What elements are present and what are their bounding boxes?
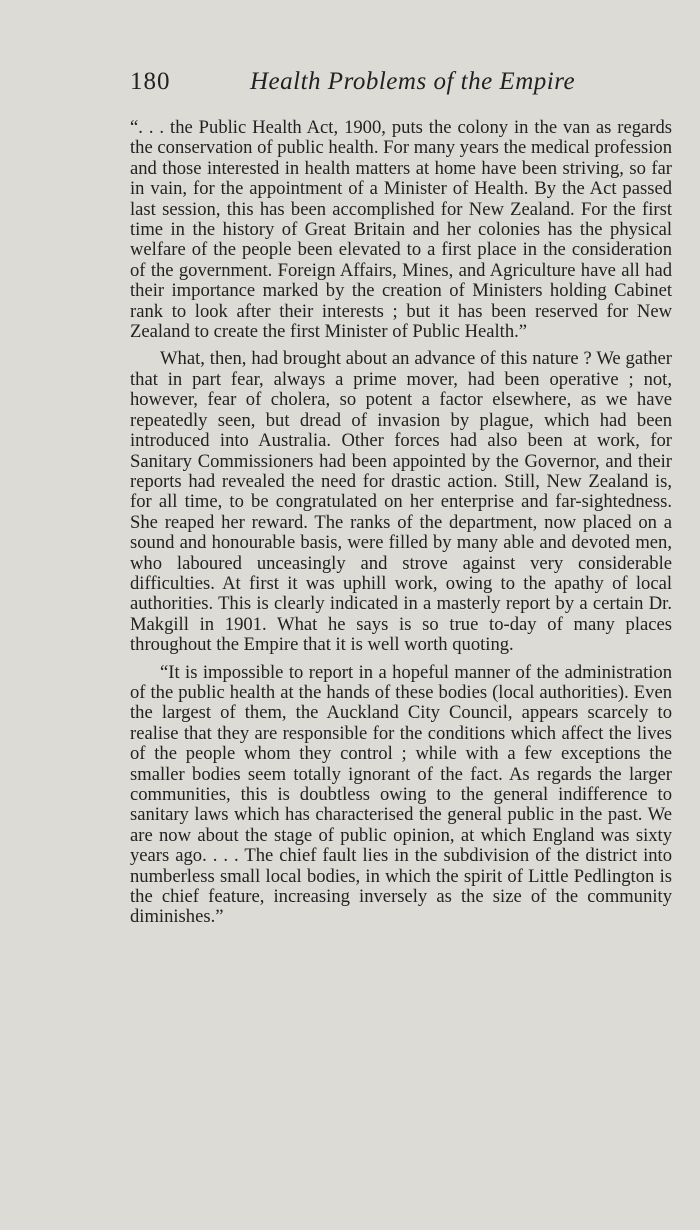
- paragraph-advance-of-nature: What, then, had brought about an advance of this nature ? We gather that in part fear, always a prime mover, had been operative ; not, however, fear of cholera, so potent a factor elsewhere, as we have repeatedly seen, but dread of invasion by plague, which had been introduced into Australia. Other forces had also been at work, for Sanitary Commissioners had been appointed by the Governor, and their reports had revealed the need for drastic action. Still, New Zealand is, for all time, to be congratulated on her enterprise and far-sightedness. She reaped her reward. The ranks of the department, now placed on a sound and honourable basis, were filled by many able and devoted men, who laboured unceasingly and strove against very considerable difficulties. At first it was uphill work, owing to the apathy of local authorities. This is clearly indicated in a masterly report by a certain Dr. Makgill in 1901. What he says is so true to-day of many places throughout the Empire that it is well worth quoting.: [130, 348, 672, 656]
- page-number: 180: [130, 68, 171, 95]
- body-text: [130, 118, 672, 928]
- running-head: Health Problems of the Empire: [250, 68, 576, 95]
- page-header: [130, 68, 672, 118]
- paragraph-quote-public-health-act: “. . . the Public Health Act, 1900, puts the colony in the van as regards the conservation of public health. For many years the medical profession and those interested in health matters at home have been striving, so far in vain, for the appointment of a Minister of Health. By the Act passed last session, this has been accomplished for New Zealand. For the first time in the history of Great Britain and her colonies has the physical welfare of the people been elevated to a first place in the consideration of the government. Foreign Affairs, Mines, and Agriculture have all had their importance marked by the creation of Ministers holding Cabinet rank to look after their interests ; but it has been reserved for New Zealand to create the first Minister of Public Health.”: [130, 117, 672, 343]
- paragraph-quote-makgill-report: “It is impossible to report in a hopeful manner of the administration of the public health at the hands of these bodies (local authorities). Even the largest of them, the Auckland City Council, appears scarcely to realise that they are responsible for the conditions which affect the lives of the people whom they control ; while with a few exceptions the smaller bodies seem totally ignorant of the fact. As regards the larger communities, this is doubtless owing to the general indifference to sanitary laws which has characterised the general public in the past. We are now about the stage of public opinion, at which England was sixty years ago. . . . The chief fault lies in the subdivision of the district into numberless small local bodies, in which the spirit of Little Pedlington is the chief feature, increasing inversely as the size of the community diminishes.”: [130, 661, 672, 928]
